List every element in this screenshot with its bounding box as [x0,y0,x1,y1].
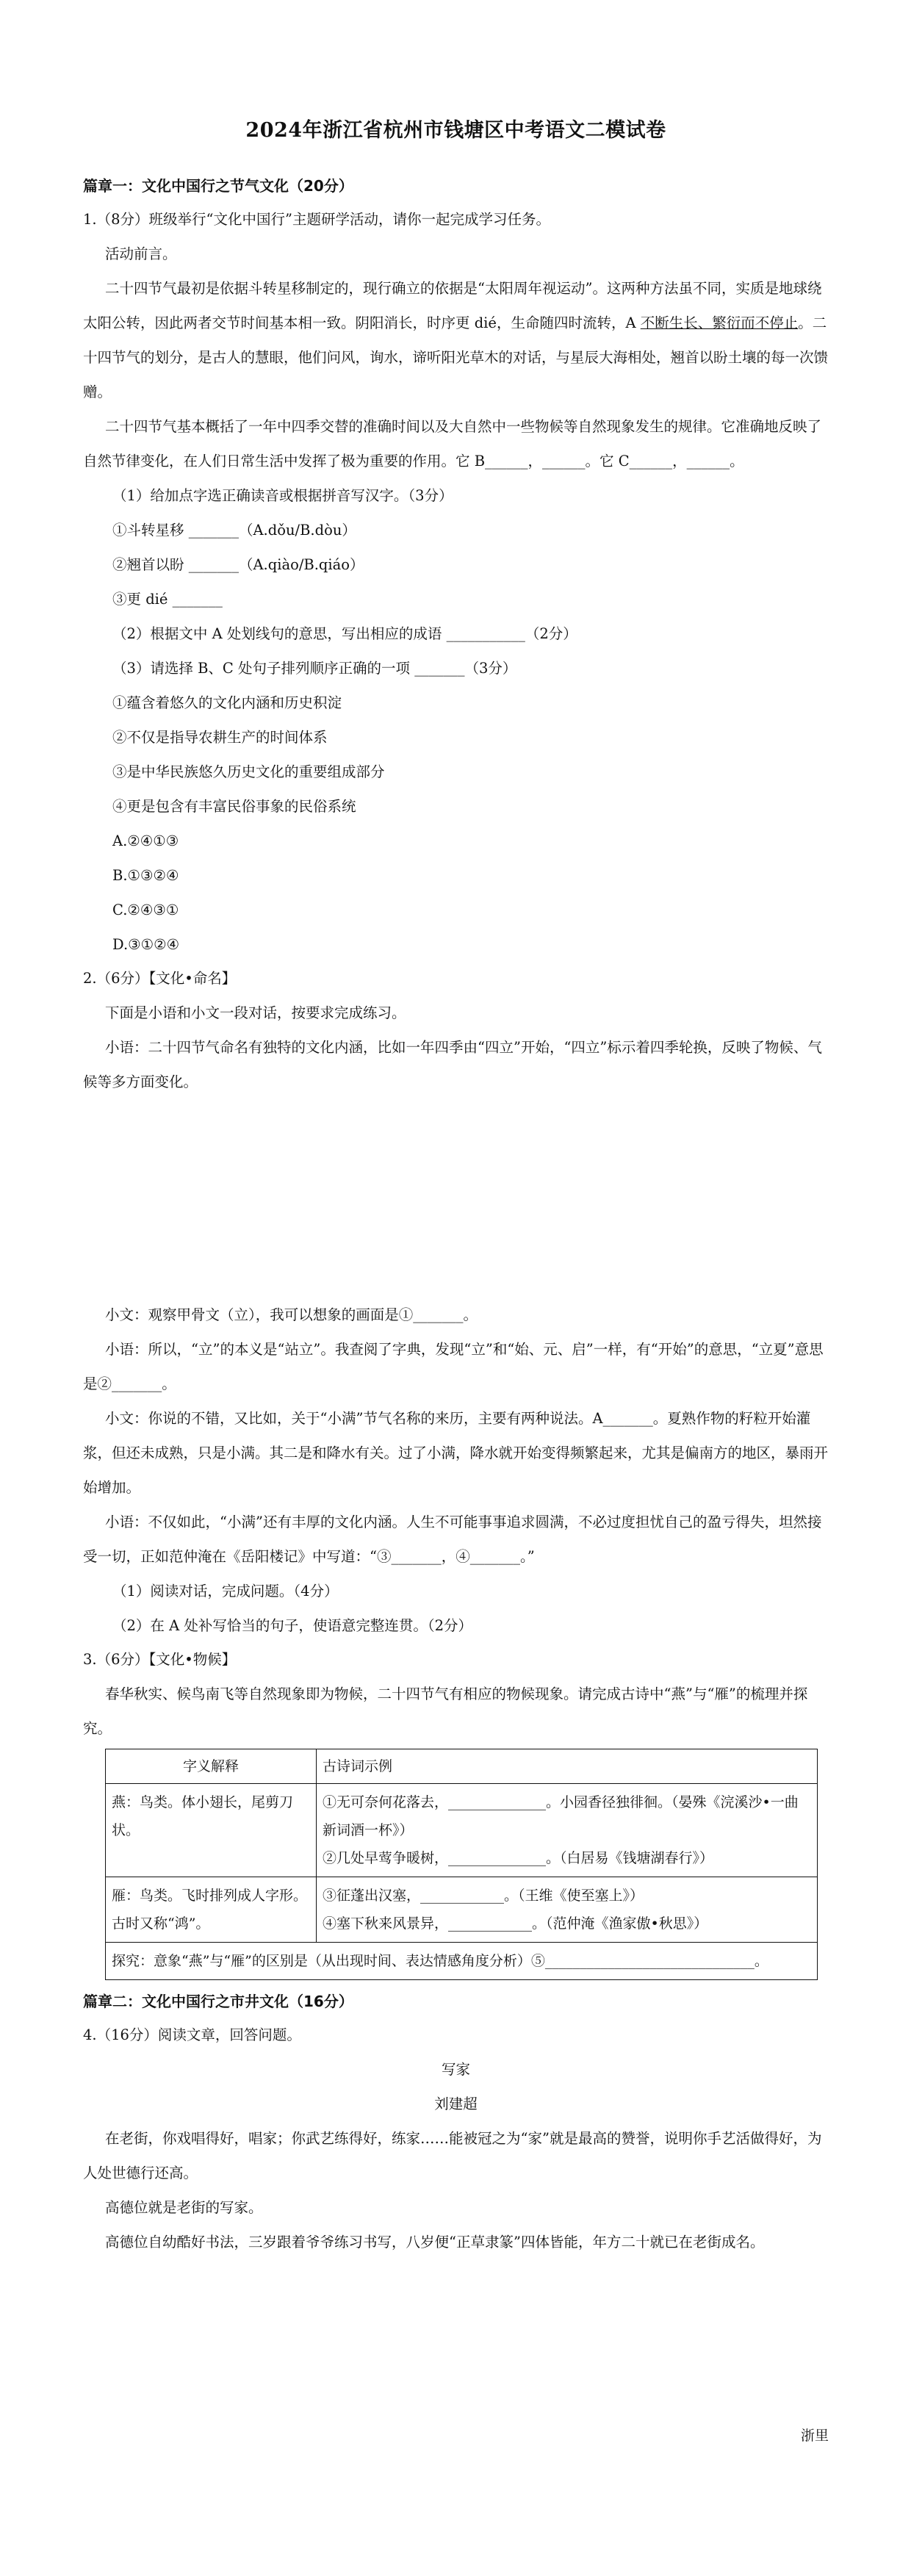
page-footer: 浙里 [800,2428,829,2444]
document-body [83,114,829,2259]
question-2-sub-2: （2）在 A 处补写恰当的句子，使语意完整连贯。（2分） [112,1617,473,1634]
dialogue-line-5: 小语：不仅如此，“小满”还有丰厚的文化内涵。人生不可能事事追求圆满，不必过度担忧自己的盈亏得失，坦然接受一切，正如范仲淹在《岳阳楼记》中写道：“③_______，④_______。” [83,1514,822,1565]
table-header-examples: 古诗词示例 [317,1749,818,1784]
article-paragraph-2: 高德位就是老街的写家。 [105,2199,263,2216]
table-cell-goose-examples [317,1877,818,1943]
question-2-intro: 下面是小语和小文一段对话，按要求完成练习。 [105,1004,406,1021]
table-header-row [106,1749,818,1784]
article-paragraph-3: 高德位自幼酷好书法，三岁跟着爷爷练习书写，八岁便“正草隶篆”四体皆能，年方二十就已在老街成名。 [105,2234,765,2251]
article-author: 刘建超 [434,2095,478,2112]
question-1-sub-2: （2）根据文中 A 处划线句的意思，写出相应的成语 ___________（2分） [112,625,577,642]
article-title: 写家 [441,2061,470,2078]
sub-1-item-2: ②翘首以盼 _______（A.qiào/B.qiáo） [112,556,364,573]
option-b: B.①③②④ [112,867,179,884]
section-2-title: 篇章二：文化中国行之市井文化（16分） [83,1993,353,2010]
question-2-head: 2.（6分）【文化•命名】 [83,970,237,987]
question-1-head: 1.（8分）班级举行“文化中国行”主题研学活动，请你一起完成学习任务。 [83,211,550,228]
question-3-head: 3.（6分）【文化•物候】 [83,1651,237,1668]
poem-example-1: ①无可奈何花落去，______________。小园香径独徘徊。（晏殊《浣溪沙•一曲新词酒一杯》） [323,1794,799,1838]
imagery-table [105,1749,818,1980]
sub-1-item-3: ③更 dié _______ [112,591,223,608]
dialogue-line-4: 小文：你说的不错，又比如，关于“小满”节气名称的来历，主要有两种说法。A_______。夏熟作物的籽粒开始灌浆，但还未成熟，只是小满。其二是和降水有关。过了小满，降水就开始变得频繁起来，尤其是偏南方的地区，暴雨开始增加。 [83,1410,829,1496]
dialogue-line-2: 小文：观察甲骨文（立），我可以想象的画面是①_______。 [105,1306,478,1323]
question-3-intro: 春华秋实、候鸟南飞等自然现象即为物候，二十四节气有相应的物候现象。请完成古诗中“燕”与“雁”的梳理并探究。 [83,1685,808,1737]
table-row [106,1877,818,1943]
question-1-sub-3: （3）请选择 B、C 处句子排列顺序正确的一项 _______（3分） [112,660,517,677]
question-2-sub-1: （1）阅读对话，完成问题。（4分） [112,1583,339,1600]
question-1-sub-1: （1）给加点字选正确读音或根据拼音写汉字。（3分） [112,487,453,504]
question-1-paragraph-2: 二十四节气基本概括了一年中四季交替的准确时间以及大自然中一些物候等自然现象发生的规律。它准确地反映了自然节律变化，在人们日常生活中发挥了极为重要的作用。它 B______，______。它 C______，______。 [83,418,822,469]
option-c: C.②④③① [112,902,179,918]
table-row [106,1784,818,1877]
option-a: A.②④①③ [112,832,179,849]
question-4-head: 4.（16分）阅读文章，回答问题。 [83,2026,301,2043]
table-cell-inquiry: 探究：意象“燕”与“雁”的区别是（从出现时间、表达情感角度分析）⑤______________________________。 [106,1943,818,1980]
table-cell-goose-meaning: 雁：鸟类。飞时排列成人字形。古时又称“鸿”。 [106,1877,317,1943]
sub-3-item-4: ④更是包含有丰富民俗事象的民俗系统 [112,798,356,815]
poem-example-4: ④塞下秋来风景异，____________。（范仲淹《渔家傲•秋思》） [323,1915,708,1932]
poem-example-2: ②几处早莺争暖树，______________。（白居易《钱塘湖春行》） [323,1850,714,1866]
dialogue-line-1: 小语：二十四节气命名有独特的文化内涵，比如一年四季由“四立”开始，“四立”标示着四季轮换，反映了物候、气候等多方面变化。 [83,1039,822,1090]
sub-1-item-1: ①斗转星移 _______（A.dǒu/B.dòu） [112,522,356,539]
sub-3-item-3: ③是中华民族悠久历史文化的重要组成部分 [112,763,385,780]
exam-title: 2024年浙江省杭州市钱塘区中考语文二模试卷 [245,119,666,142]
section-1-title: 篇章一：文化中国行之节气文化（20分） [83,177,353,195]
blank-space [83,1099,829,1298]
question-1-paragraph-1: 二十四节气最初是依据斗转星移制定的，现行确立的依据是“太阳周年视运动”。这两种方法虽不同，实质是地球绕太阳公转，因此两者交节时间基本相一致。阴阳消长，时序更 dié，生命随四时流转，A 不断生长、繁衍而不停止。二十四节气的划分，是古人的慧眼，他们问风，询水，谛听阳光草木的对话，与星辰大海相处，翘首以盼土壤的每一次馈赠。 [83,280,829,400]
table-cell-swallow-meaning: 燕：鸟类。体小翅长，尾剪刀状。 [106,1784,317,1877]
underlined-phrase-a: 不断生长、繁衍而不停止 [640,314,799,331]
table-header-meaning: 字义解释 [106,1749,317,1784]
poem-example-3: ③征蓬出汉塞，____________。（王维《使至塞上》） [323,1888,644,1904]
question-1-intro: 活动前言。 [105,245,177,262]
table-row [106,1943,818,1980]
table-cell-swallow-examples [317,1784,818,1877]
sub-3-item-1: ①蕴含着悠久的文化内涵和历史积淀 [112,694,342,711]
article-paragraph-1: 在老街，你戏唱得好，唱家；你武艺练得好，练家……能被冠之为“家”就是最高的赞誉，说明你手艺活做得好，为人处世德行还高。 [83,2130,822,2181]
dialogue-line-3: 小语：所以，“立”的本义是“站立”。我查阅了字典，发现“立”和“始、元、启”一样，有“开始”的意思，“立夏”意思是②_______。 [83,1341,824,1392]
option-d: D.③①②④ [112,936,180,953]
sub-3-item-2: ②不仅是指导农耕生产的时间体系 [112,729,328,746]
